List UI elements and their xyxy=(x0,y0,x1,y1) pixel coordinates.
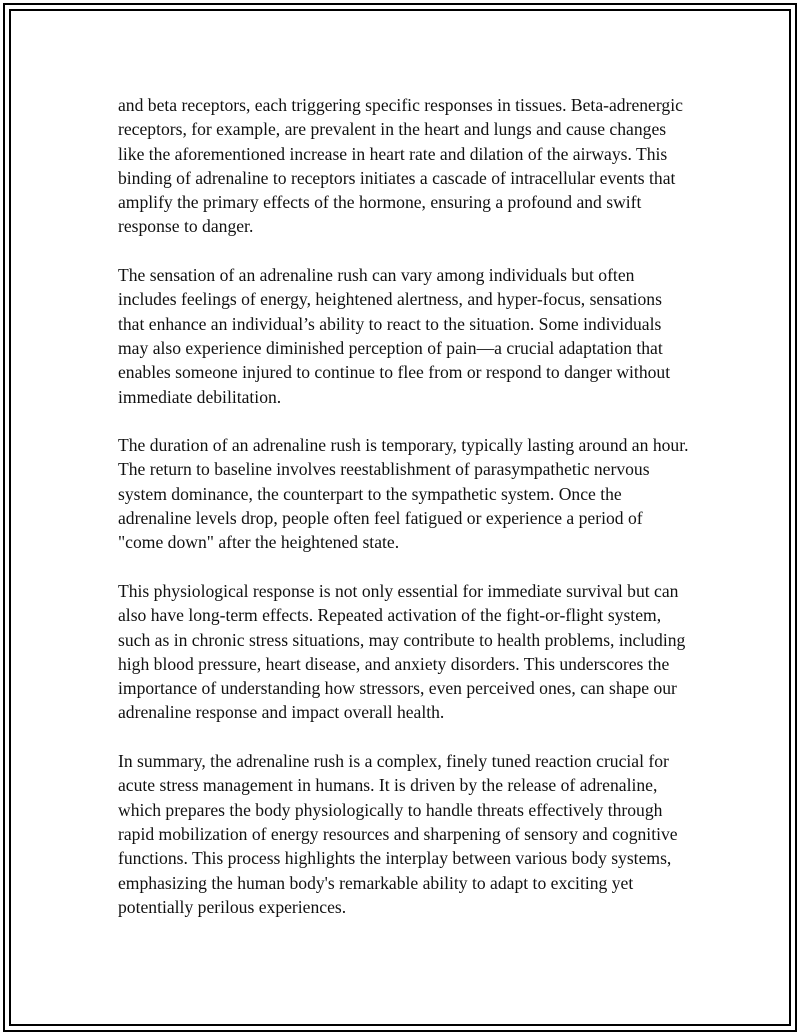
document-body xyxy=(118,93,690,943)
paragraph-long-term-effects: This physiological response is not only essential for immediate survival but can also have long-term effects. Repeated activation of the fight-or-flight system, such as in chronic stress situations, may contribute to health problems, including high blood pressure, heart disease, and anxiety disorders. This underscores the importance of understanding how stressors, even perceived ones, can shape our adrenaline response and impact overall health. xyxy=(118,580,686,723)
paragraph-beta-receptors: and beta receptors, each triggering specific responses in tissues. Beta-adrenergic receptors, for example, are prevalent in the heart and lungs and cause changes like the aforementioned increase in heart rate and dilation of the airways. This binding of adrenaline to receptors initiates a cascade of intracellular events that amplify the primary effects of the hormone, ensuring a profound and swift response to danger. xyxy=(118,95,683,237)
paragraph-sensation: The sensation of an adrenaline rush can vary among individuals but often includes feelings of energy, heightened alertness, and hyper-focus, sensations that enhance an individual’s ability to react to the situation. Some individuals may also experience diminished perception of pain—a crucial adaptation that enables someone injured to continue to flee from or respond to danger without immediate debilitation. xyxy=(118,265,671,407)
paragraph-duration: The duration of an adrenaline rush is temporary, typically lasting around an hour. The return to baseline involves reestablishment of parasympathetic nervous system dominance, the counterpart to the sympathetic system. Once the adrenaline levels drop, people often feel fatigued or experience a period of "come down" after the heightened state. xyxy=(118,435,689,553)
paragraph-summary: In summary, the adrenaline rush is a complex, finely tuned reaction crucial for acute stress management in humans. It is driven by the release of adrenaline, which prepares the body physiologically to handle threats effectively through rapid mobilization of energy resources and sharpening of sensory and cognitive functions. This process highlights the interplay between various body systems, emphasizing the human body's remarkable ability to adapt to exciting yet potentially perilous experiences. xyxy=(118,751,678,917)
